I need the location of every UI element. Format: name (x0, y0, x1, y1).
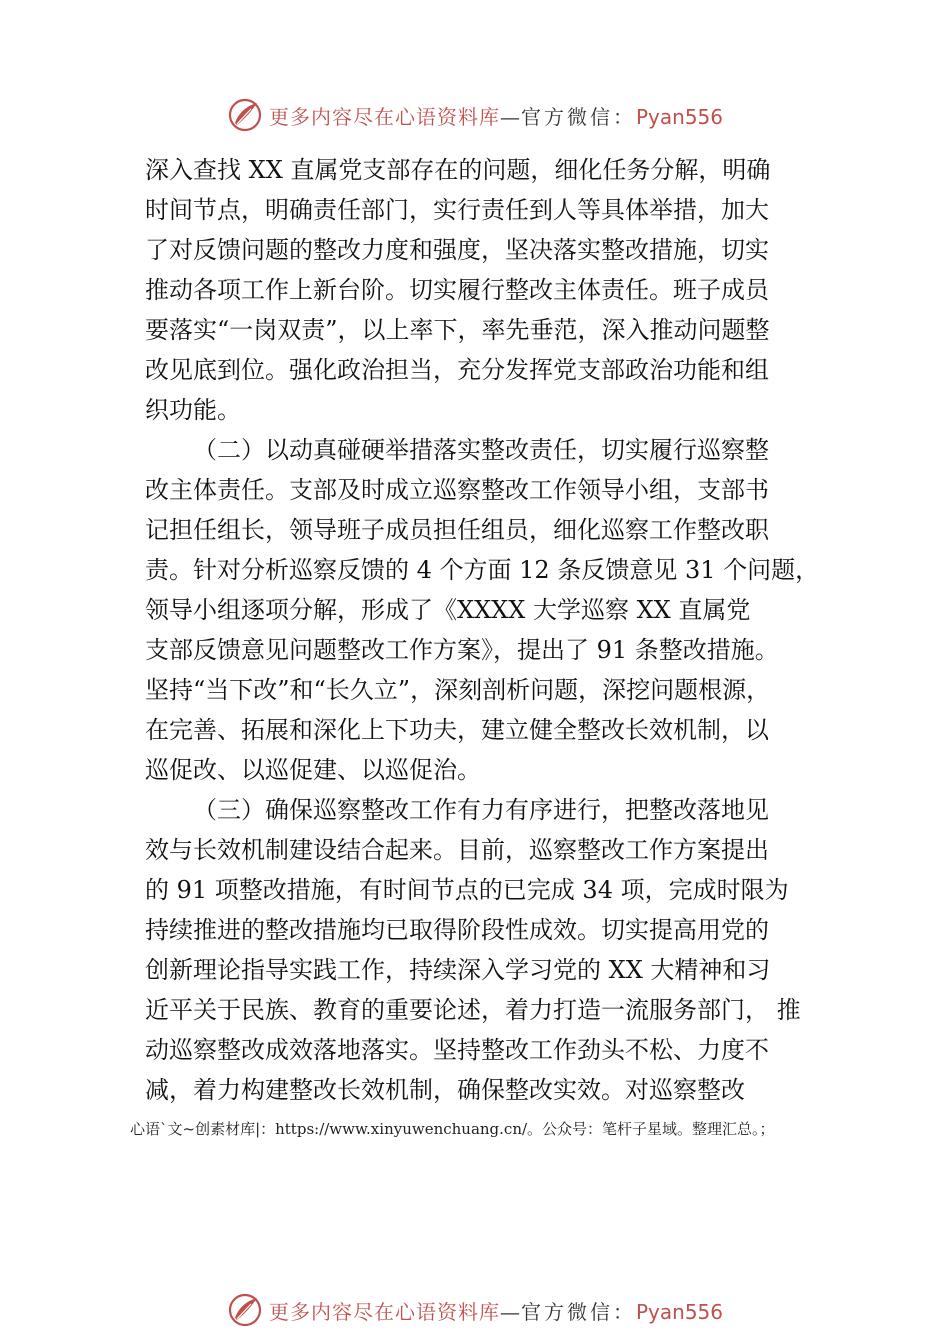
banner-dash: — (499, 1299, 521, 1324)
pen-logo-icon (227, 97, 263, 133)
text-line: 记担任组长，领导班子成员担任组员，细化巡察工作整改职 (145, 516, 769, 544)
banner-promo: 更多内容尽在心语资料库 (268, 1299, 500, 1324)
text-line: 在完善、拓展和深化上下功夫，建立健全整改长效机制，以 (145, 716, 769, 744)
text-line: 深入查找 XX 直属党支部存在的问题，细化任务分解，明确 (145, 156, 771, 184)
text-line: 创新理论指导实践工作，持续深入学习党的 XX 大精神和习 (145, 956, 771, 984)
banner-text (269, 1296, 723, 1325)
pen-logo-icon (227, 1292, 263, 1328)
text-line: 减，着力构建整改长效机制，确保整改实效。对巡察整改 (145, 1076, 745, 1104)
banner-dash: — (499, 104, 521, 129)
text-line: 织功能。 (145, 396, 241, 424)
paragraph-2 (145, 430, 835, 790)
paragraph-1 (145, 150, 835, 430)
section-heading-line: （三）确保巡察整改工作有力有序进行，把整改落地见 (193, 796, 769, 824)
text-line: 效与长效机制建设结合起来。目前，巡察整改工作方案提出 (145, 836, 769, 864)
text-line: 改见底到位。强化政治担当，充分发挥党支部政治功能和组 (145, 356, 769, 384)
document-body (145, 150, 835, 1110)
section-heading-line: （二）以动真碰硬举措落实整改责任，切实履行巡察整 (193, 436, 769, 464)
text-line: 了对反馈问题的整改力度和强度，坚决落实整改措施，切实 (145, 236, 769, 264)
banner-promo: 更多内容尽在心语资料库 (268, 104, 500, 129)
text-line: 推动各项工作上新台阶。切实履行整改主体责任。班子成员 (145, 276, 769, 304)
text-line: 领导小组逐项分解，形成了《XXXX 大学巡察 XX 直属党 (145, 596, 751, 624)
text-line: 责。针对分析巡察反馈的 4 个方面 12 条反馈意见 31 个问题， (145, 556, 820, 584)
banner-wechat-id: Pyan556 (635, 104, 723, 129)
source-footer-note: 心语`文~创素材库|：https://www.xinyuwenchuang.cn/。公众号：笔杆子星域。整理汇总。； (130, 1120, 775, 1138)
banner-wechat-label: 官方微信： (520, 1299, 636, 1324)
banner-wechat-label: 官方微信： (520, 104, 636, 129)
text-line: 巡促改、以巡促建、以巡促治。 (145, 756, 481, 784)
text-line: 的 91 项整改措施，有时间节点的已完成 34 项，完成时限为 (145, 876, 789, 904)
text-line: 近平关于民族、教育的重要论述，着力打造一流服务部门， 推 (145, 996, 801, 1024)
text-line: 动巡察整改成效落地落实。坚持整改工作劲头不松、力度不 (145, 1036, 769, 1064)
text-line: 改主体责任。支部及时成立巡察整改工作领导小组，支部书 (145, 476, 769, 504)
text-line: 时间节点，明确责任部门，实行责任到人等具体举措，加大 (145, 196, 769, 224)
text-line: 坚持“当下改”和“长久立”，深刻剖析问题，深挖问题根源， (145, 676, 771, 704)
banner-text (269, 101, 723, 130)
footer-banner (0, 1290, 950, 1330)
banner-wechat-id: Pyan556 (635, 1299, 723, 1324)
text-line: 持续推进的整改措施均已取得阶段性成效。切实提高用党的 (145, 916, 769, 944)
paragraph-3 (145, 790, 835, 1110)
header-banner (0, 95, 950, 135)
text-line: 要落实“一岗双责”，以上率下，率先垂范，深入推动问题整 (145, 316, 770, 344)
text-line: 支部反馈意见问题整改工作方案》，提出了 91 条整改措施。 (145, 636, 779, 664)
